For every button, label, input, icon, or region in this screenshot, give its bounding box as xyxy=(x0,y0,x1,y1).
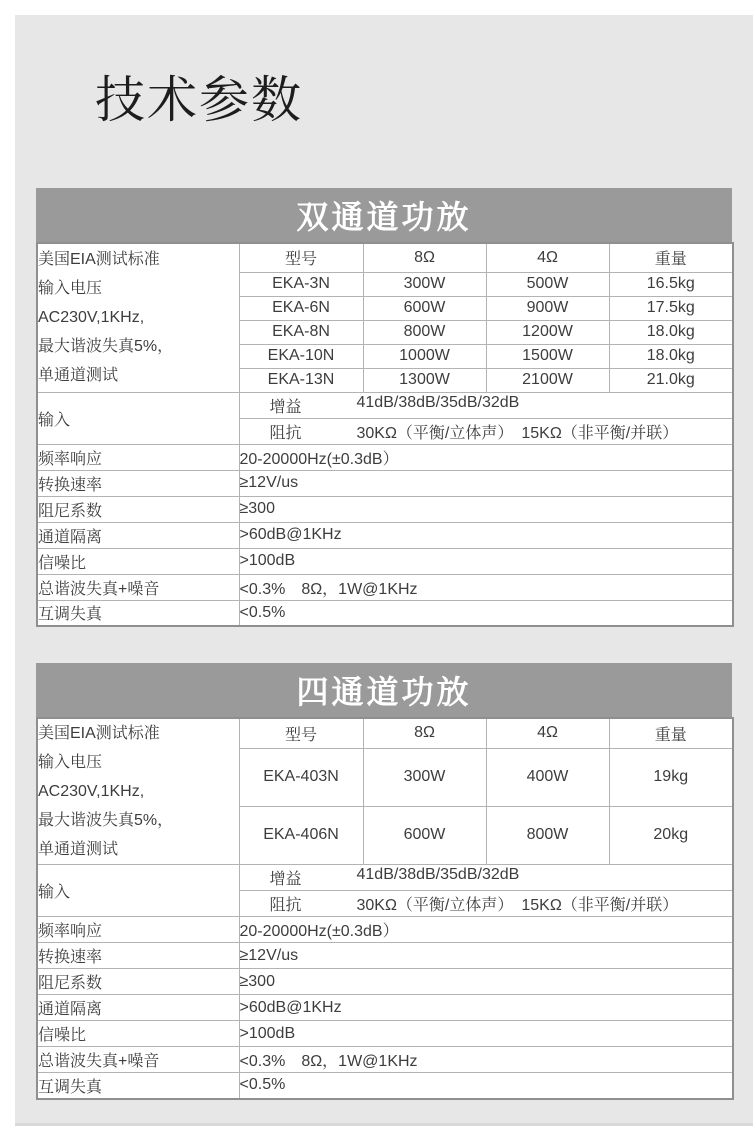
spec-row xyxy=(37,1073,733,1099)
impedance-cell xyxy=(239,418,733,444)
col-header-4ohm: 4Ω xyxy=(486,243,609,272)
power-4ohm-cell: 400W xyxy=(486,748,609,806)
spec-value-cell: ≥12V/us xyxy=(239,943,733,969)
condition-line: 最大谐波失真5%， xyxy=(38,812,174,829)
power-8ohm-cell: 300W xyxy=(363,272,486,296)
impedance-cell xyxy=(239,891,733,917)
weight-cell: 16.5kg xyxy=(609,272,733,296)
power-4ohm-cell: 1200W xyxy=(486,320,609,344)
model-cell: EKA-8N xyxy=(239,320,363,344)
power-8ohm-cell: 600W xyxy=(363,296,486,320)
spec-label-cell: 信噪比 xyxy=(37,1021,239,1047)
weight-cell: 18.0kg xyxy=(609,320,733,344)
weight-cell: 17.5kg xyxy=(609,296,733,320)
four-channel-section xyxy=(36,663,732,1100)
impedance-value: 30KΩ（平衡/立体声） 15KΩ（非平衡/并联） xyxy=(356,424,679,442)
spec-row xyxy=(37,444,733,470)
condition-line: AC230V,1KHz, xyxy=(38,783,145,800)
test-conditions-cell xyxy=(37,243,239,392)
power-4ohm-cell: 800W xyxy=(486,806,609,864)
test-conditions-cell xyxy=(37,718,239,865)
condition-line: 最大谐波失真5%， xyxy=(38,338,174,356)
spec-label-cell: 转换速率 xyxy=(37,943,239,969)
condition-line: 单通道测试 xyxy=(38,841,119,858)
condition-line: 输入电压 xyxy=(38,280,103,298)
weight-cell: 18.0kg xyxy=(609,344,733,368)
impedance-label: 阻抗 xyxy=(269,897,302,914)
power-8ohm-cell: 1300W xyxy=(363,368,486,392)
spec-value-cell: >60dB@1KHz xyxy=(239,995,733,1021)
input-label-cell: 输入 xyxy=(37,392,239,444)
spec-row xyxy=(37,917,733,943)
spec-label-cell: 互调失真 xyxy=(37,600,239,626)
power-8ohm-cell: 300W xyxy=(363,748,486,806)
spec-value-cell: <0.3% 8Ω，1W@1KHz xyxy=(239,574,733,600)
spec-row xyxy=(37,943,733,969)
power-4ohm-cell: 2100W xyxy=(486,368,609,392)
spec-label-cell: 转换速率 xyxy=(37,470,239,496)
condition-line: 单通道测试 xyxy=(38,367,119,385)
spec-label-cell: 频率响应 xyxy=(37,917,239,943)
gain-value: 41dB/38dB/35dB/32dB xyxy=(356,393,520,411)
spec-value-cell: 20-20000Hz(±0.3dB） xyxy=(239,917,733,943)
spec-value-cell: >60dB@1KHz xyxy=(239,522,733,548)
power-8ohm-cell: 800W xyxy=(363,320,486,344)
model-cell: EKA-403N xyxy=(239,748,363,806)
col-header-model: 型号 xyxy=(239,243,363,272)
spec-value-cell: <0.5% xyxy=(239,600,733,626)
spec-value-cell: >100dB xyxy=(239,1021,733,1047)
spec-row xyxy=(37,1021,733,1047)
input-gain-row xyxy=(37,865,733,891)
impedance-label: 阻抗 xyxy=(269,424,302,442)
spec-label-cell: 通道隔离 xyxy=(37,995,239,1021)
spec-label-cell: 频率响应 xyxy=(37,444,239,470)
col-header-8ohm: 8Ω xyxy=(363,243,486,272)
spec-label-cell: 阻尼系数 xyxy=(37,496,239,522)
model-header-row xyxy=(37,718,733,748)
weight-cell: 20kg xyxy=(609,806,733,864)
spec-row xyxy=(37,574,733,600)
gain-cell xyxy=(239,392,733,418)
model-cell: EKA-6N xyxy=(239,296,363,320)
condition-line: 美国EIA测试标准 xyxy=(38,251,160,269)
col-header-8ohm: 8Ω xyxy=(363,718,486,748)
weight-cell: 19kg xyxy=(609,748,733,806)
power-8ohm-cell: 1000W xyxy=(363,344,486,368)
impedance-value: 30KΩ（平衡/立体声） 15KΩ（非平衡/并联） xyxy=(356,897,679,914)
spec-value-cell: ≥300 xyxy=(239,496,733,522)
spec-row xyxy=(37,522,733,548)
condition-line: AC230V,1KHz, xyxy=(38,309,145,327)
spec-row xyxy=(37,1047,733,1073)
spec-row xyxy=(37,496,733,522)
model-cell: EKA-10N xyxy=(239,344,363,368)
spec-value-cell: <0.3% 8Ω，1W@1KHz xyxy=(239,1047,733,1073)
page-content xyxy=(15,15,753,1126)
power-4ohm-cell: 1500W xyxy=(486,344,609,368)
gain-label: 增益 xyxy=(269,871,302,888)
input-gain-row xyxy=(37,392,733,418)
condition-line: 美国EIA测试标准 xyxy=(38,725,160,742)
four-channel-spec-table xyxy=(36,717,734,1100)
spec-value-cell: ≥12V/us xyxy=(239,470,733,496)
dual-channel-table-title: 双通道功放 xyxy=(36,188,732,242)
page-title: 技术参数 xyxy=(95,72,303,128)
four-channel-table-title: 四通道功放 xyxy=(36,663,732,717)
gain-cell xyxy=(239,865,733,891)
spec-row xyxy=(37,969,733,995)
input-label-cell: 输入 xyxy=(37,865,239,917)
spec-label-cell: 总谐波失真+噪音 xyxy=(37,574,239,600)
spec-row xyxy=(37,548,733,574)
dual-channel-spec-table xyxy=(36,242,734,627)
dual-channel-section xyxy=(36,188,732,627)
spec-value-cell: ≥300 xyxy=(239,969,733,995)
spec-label-cell: 总谐波失真+噪音 xyxy=(37,1047,239,1073)
gain-value: 41dB/38dB/35dB/32dB xyxy=(356,866,520,883)
power-8ohm-cell: 600W xyxy=(363,806,486,864)
spec-value-cell: 20-20000Hz(±0.3dB） xyxy=(239,444,733,470)
model-cell: EKA-406N xyxy=(239,806,363,864)
model-cell: EKA-3N xyxy=(239,272,363,296)
spec-label-cell: 阻尼系数 xyxy=(37,969,239,995)
gain-label: 增益 xyxy=(269,398,302,416)
col-header-4ohm: 4Ω xyxy=(486,718,609,748)
col-header-weight: 重量 xyxy=(609,243,733,272)
spec-label-cell: 信噪比 xyxy=(37,548,239,574)
spec-value-cell: >100dB xyxy=(239,548,733,574)
condition-line: 输入电压 xyxy=(38,754,103,771)
spec-label-cell: 互调失真 xyxy=(37,1073,239,1099)
power-4ohm-cell: 900W xyxy=(486,296,609,320)
col-header-weight: 重量 xyxy=(609,718,733,748)
col-header-model: 型号 xyxy=(239,718,363,748)
spec-row xyxy=(37,600,733,626)
spec-row xyxy=(37,470,733,496)
spec-value-cell: <0.5% xyxy=(239,1073,733,1099)
power-4ohm-cell: 500W xyxy=(486,272,609,296)
weight-cell: 21.0kg xyxy=(609,368,733,392)
spec-label-cell: 通道隔离 xyxy=(37,522,239,548)
model-header-row xyxy=(37,243,733,272)
model-cell: EKA-13N xyxy=(239,368,363,392)
spec-row xyxy=(37,995,733,1021)
